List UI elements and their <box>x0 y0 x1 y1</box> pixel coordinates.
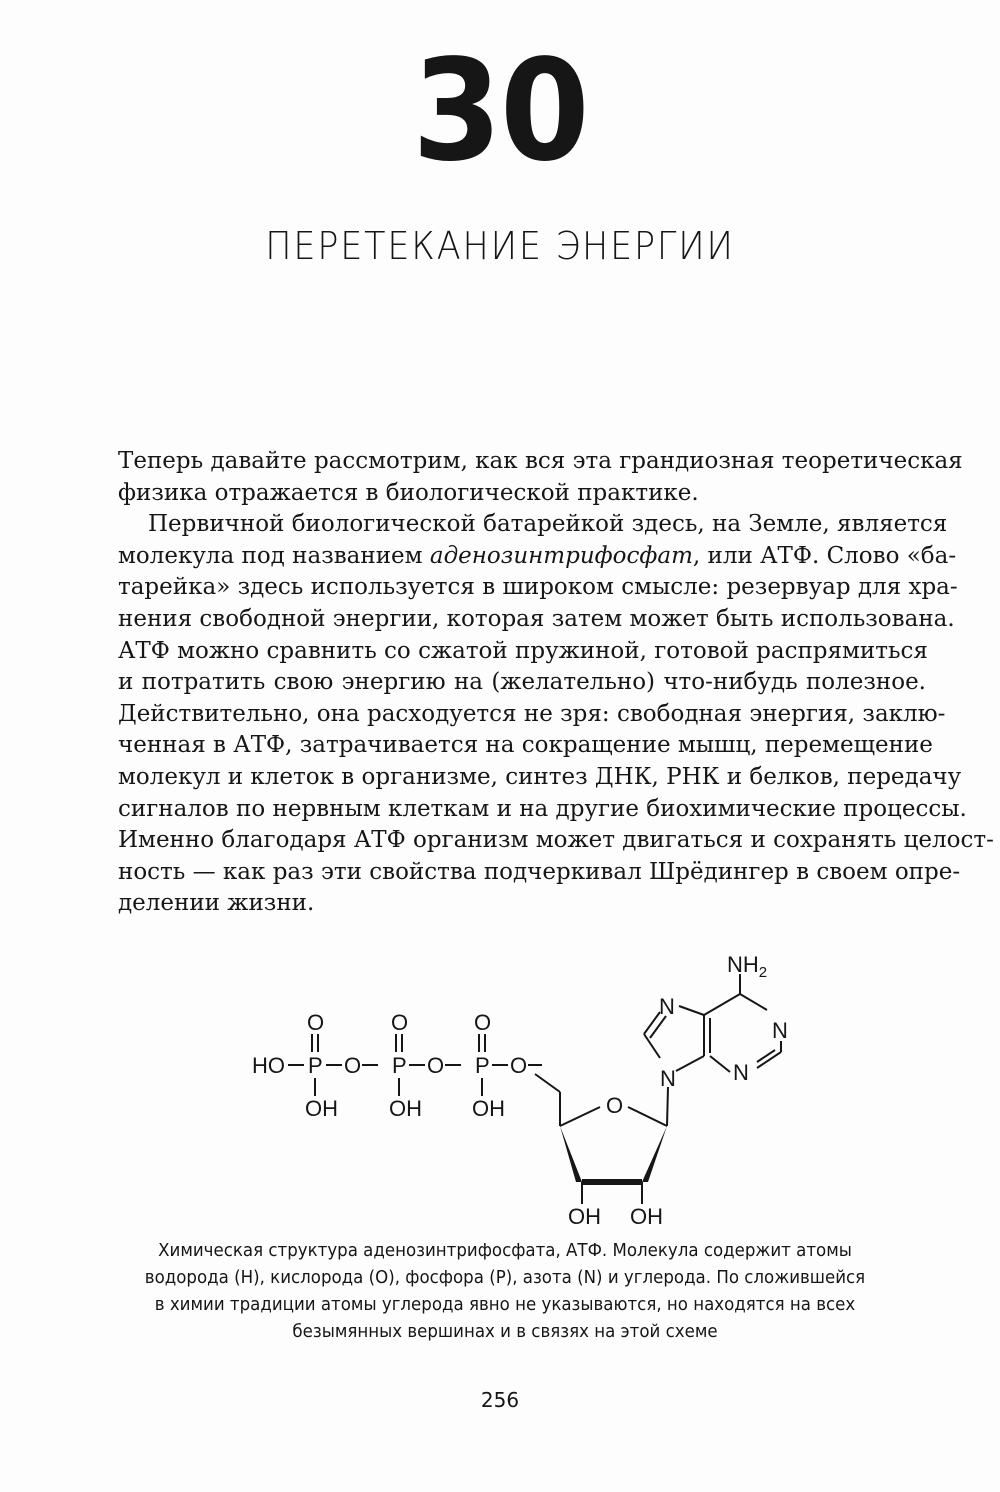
text-line: и потратить свою энергию на (желательно) что-нибудь полезное. <box>118 669 926 696</box>
atp-structure-figure <box>230 950 830 1240</box>
bond <box>644 1034 660 1058</box>
o1-label: O <box>344 1053 362 1078</box>
oh2-label: OH <box>389 1096 422 1121</box>
body-text <box>118 446 994 920</box>
text-line: молекул и клеток в организме, синтез ДНК, РНК и белков, передачу <box>118 763 962 790</box>
text-line: ность — как раз эти свойства подчеркивал Шрёдингер в своем опре- <box>118 858 961 885</box>
text-fragment: , или АТФ. Слово «ба- <box>692 542 957 569</box>
page-number: 256 <box>480 1388 520 1412</box>
n1-label: N <box>772 1018 788 1043</box>
text-line: Теперь давайте рассмотрим, как вся эта грандиозная теоретическая <box>118 448 963 474</box>
bond <box>710 1056 730 1072</box>
bond <box>676 1056 704 1071</box>
paragraph-1 <box>118 446 963 509</box>
text-line: ченная в АТФ, затрачивается на сокращение мышц, перемещение <box>118 732 933 759</box>
chapter-title: ПЕРЕТЕКАНИЕ ЭНЕРГИИ <box>265 224 735 268</box>
caption-line: Химическая структура аденозинтрифосфата, АТФ. Молекула содержит атомы <box>158 1241 852 1261</box>
nh2-label <box>727 952 767 981</box>
o3-label: O <box>510 1053 528 1078</box>
oh1-label: OH <box>305 1096 338 1121</box>
bonds <box>288 974 781 1204</box>
bond <box>740 994 767 1010</box>
caption-line: безымянных вершинах и в связях на этой схеме <box>292 1322 718 1342</box>
text-fragment: молекула под названием <box>118 542 423 569</box>
nh-text: NH <box>727 952 759 977</box>
ho-label: HO <box>252 1053 285 1078</box>
double-bond <box>757 1050 775 1062</box>
term-atp-italic: аденозинтрифосфат <box>429 542 693 569</box>
double-bond <box>650 1016 666 1038</box>
text-line: сигналов по нервным клеткам и на другие биохимические процессы. <box>118 795 967 822</box>
wedge-right <box>642 1126 667 1182</box>
o-top2-label: O <box>391 1010 409 1035</box>
text-line: физика отражается в биологической практике. <box>118 479 699 506</box>
text-line: нения свободной энергии, которая затем может быть использована. <box>118 605 955 632</box>
p3-label: P <box>475 1053 490 1078</box>
text-line: Именно благодаря АТФ организм может двигаться и сохранять целост- <box>118 827 994 854</box>
text-line: Действительно, она расходуется не зря: свободная энергия, заклю- <box>118 700 946 727</box>
bond <box>535 1074 560 1092</box>
bond <box>704 994 740 1015</box>
o2-label: O <box>427 1053 445 1078</box>
wedge-left <box>560 1126 582 1182</box>
chapter-number: 30 <box>412 30 588 193</box>
o-top1-label: O <box>307 1010 325 1035</box>
paragraph-2 <box>118 509 994 920</box>
p1-label: P <box>308 1053 323 1078</box>
text-line: делении жизни. <box>118 890 315 917</box>
ring-o-label: O <box>606 1093 624 1118</box>
o-top3-label: O <box>474 1010 492 1035</box>
caption-line: водорода (H), кислорода (O), фосфора (P), азота (N) и углерода. По сложившейся <box>144 1268 866 1288</box>
n9-label: N <box>660 1066 676 1091</box>
p2-label: P <box>392 1053 407 1078</box>
text-line: АТФ можно сравнить со сжатой пружиной, готовой распрямиться <box>118 637 928 664</box>
bond <box>644 1012 660 1034</box>
nh2-subscript: 2 <box>758 964 768 981</box>
atp-structure-diagram <box>230 950 830 1240</box>
n3-label: N <box>733 1060 749 1085</box>
figure-caption <box>130 1238 881 1346</box>
text-line-with-term <box>118 541 957 573</box>
bond <box>667 1087 668 1126</box>
bond <box>560 1107 600 1126</box>
n7-label: N <box>659 994 675 1019</box>
text-line: Первичной биологической батарейкой здесь, на Земле, является <box>148 511 948 538</box>
oh-sugar1-label: OH <box>568 1204 601 1229</box>
oh3-label: OH <box>472 1096 505 1121</box>
oh-sugar2-label: OH <box>630 1204 663 1229</box>
text-line: тарейка» здесь используется в широком смысле: резервуар для хра- <box>118 574 958 601</box>
bond <box>628 1107 667 1126</box>
caption-line: в химии традиции атомы углерода явно не указываются, но находятся на всех <box>154 1295 856 1315</box>
bond <box>679 1006 704 1015</box>
